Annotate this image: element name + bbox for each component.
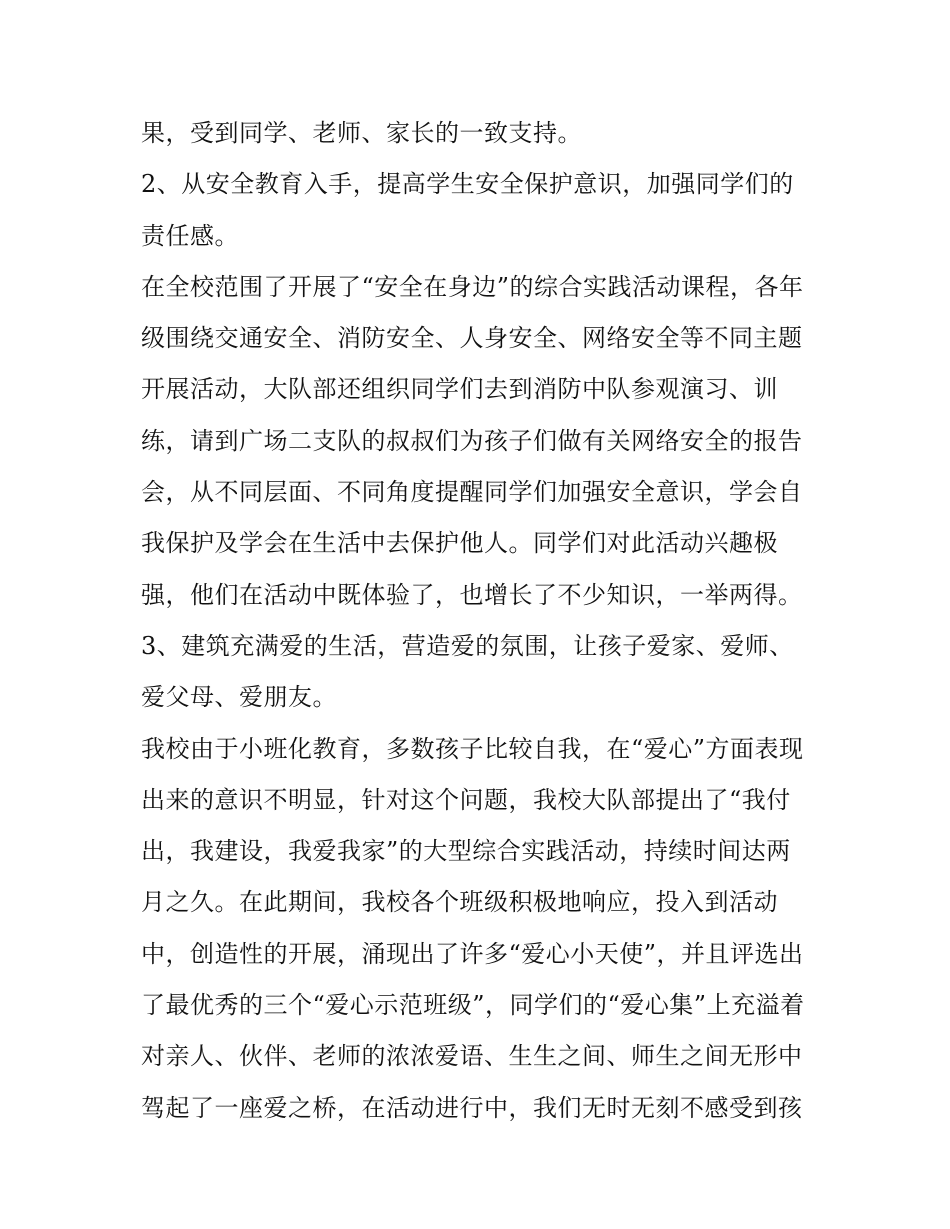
text-line: 级围绕交通安全、消防安全、人身安全、网络安全等不同主题 <box>141 324 803 353</box>
text-line: 果，受到同学、老师、家长的一致支持。 <box>141 119 582 147</box>
text-line: 对亲人、伙伴、老师的浓浓爱语、生生之间、师生之间无形中 <box>141 1042 803 1071</box>
text-line: 出来的意识不明显，针对这个问题，我校大队部提出了“我付 <box>141 785 791 814</box>
text-line: 中，创造性的开展，涌现出了许多“爱心小天使”，并且评选出 <box>141 939 804 968</box>
text-line: 爱父母、爱朋友。 <box>141 683 337 712</box>
text-line: 我保护及学会在生活中去保护他人。同学们对此活动兴趣极 <box>141 529 778 558</box>
text-line: 会，从不同层面、不同角度提醒同学们加强安全意识，学会自 <box>141 478 803 507</box>
text-line: 我校由于小班化教育，多数孩子比较自我，在“爱心”方面表现 <box>141 734 804 763</box>
text-line: 了最优秀的三个“爱心示范班级”，同学们的“爱心集”上充溢着 <box>141 991 805 1020</box>
text-line: 出，我建设，我爱我家”的大型综合实践活动，持续时间达两 <box>141 837 791 866</box>
text-line: 开展活动，大队部还组织同学们去到消防中队参观演习、训 <box>141 375 778 404</box>
body-text <box>141 108 821 1134</box>
text-line: 3、建筑充满爱的生活，营造爱的氛围，让孩子爱家、爱师、 <box>141 631 794 660</box>
text-line: 责任感。 <box>141 221 239 250</box>
text-line: 驾起了一座爱之桥，在活动进行中，我们无时无刻不感受到孩 <box>141 1093 803 1122</box>
text-line: 练，请到广场二支队的叔叔们为孩子们做有关网络安全的报告 <box>141 426 803 455</box>
text-line: 在全校范围了开展了“安全在身边”的综合实践活动课程，各年 <box>141 272 804 301</box>
text-line: 2、从安全教育入手，提高学生安全保护意识，加强同学们的 <box>141 170 794 199</box>
text-line: 月之久。在此期间，我校各个班级积极地响应，投入到活动 <box>141 888 778 917</box>
text-line: 强，他们在活动中既体验了，也增长了不少知识，一举两得。 <box>141 580 803 609</box>
